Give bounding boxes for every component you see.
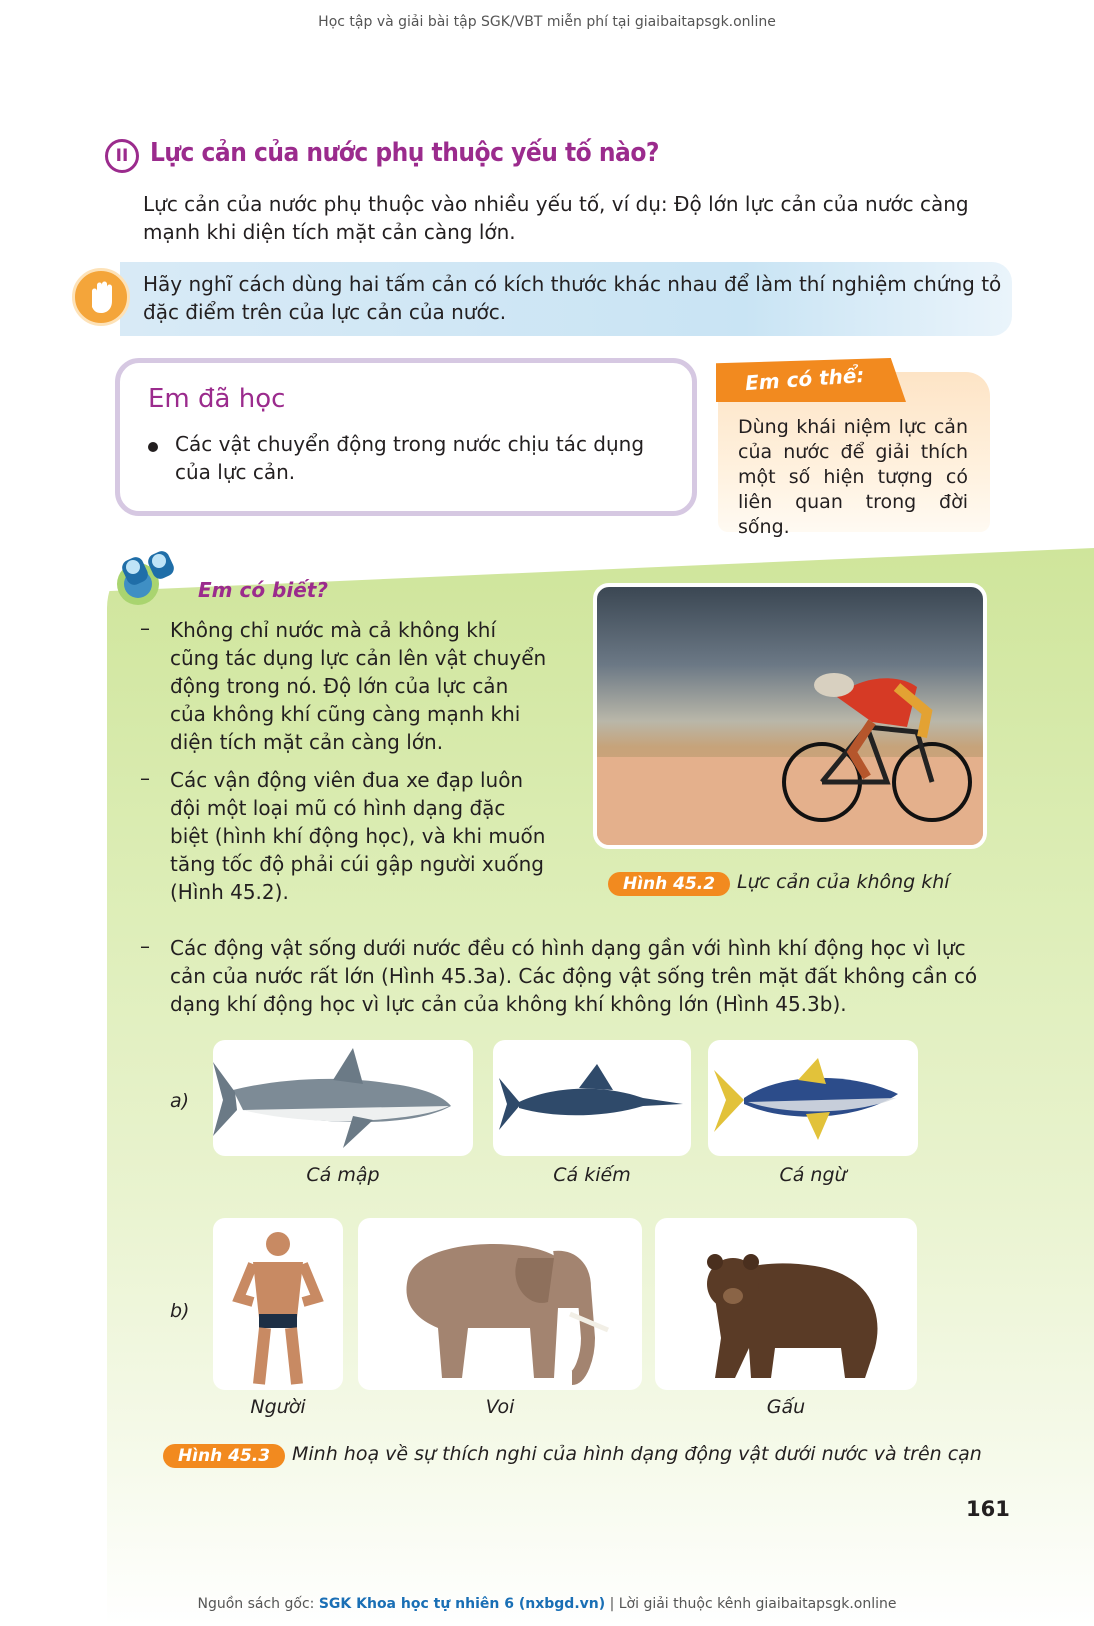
footer-prefix: Nguồn sách gốc:: [197, 1596, 315, 1612]
footer-source-link[interactable]: SGK Khoa học tự nhiên 6 (nxbgd.vn): [318, 1596, 606, 1612]
section-title: Lực cản của nước phụ thuộc yếu tố nào?: [150, 138, 659, 168]
footer-suffix: | Lời giải thuộc kênh giaibaitapsgk.online: [609, 1596, 897, 1612]
learned-title: Em đã học: [148, 384, 286, 414]
caption-human: Người: [250, 1396, 306, 1418]
caption-bear: Gấu: [766, 1396, 806, 1418]
shark-image: [213, 1040, 473, 1156]
figure-453-badge: Hình 45.3: [163, 1444, 285, 1468]
intro-paragraph: Lực cản của nước phụ thuộc vào nhiều yếu tố, ví dụ: Độ lớn lực cản của nước càng mạnh khi diện tích mặt cản càng lớn.: [143, 192, 969, 244]
row-b-label: b): [170, 1300, 190, 1322]
did-you-know-item-1: Không chỉ nước mà cả không khí cũng tác dụng lực cản lên vật chuyển động trong nó. Độ lớn của lực cản của không khí cũng càng mạnh khi diện tích mặt cản càng lớn.: [170, 618, 547, 754]
row-a-label: a): [170, 1090, 190, 1112]
activity-text: Hãy nghĩ cách dùng hai tấm cản có kích thước khác nhau để làm thí nghiệm chứng tỏ đặc điểm trên của lực cản của nước.: [143, 272, 1002, 324]
did-you-know-item-3: Các động vật sống dưới nước đều có hình dạng gần với hình khí động học vì lực cản của nước rất lớn (Hình 45.3a). Các động vật sống trên mặt đất không cần có dạng khí động học vì lực cản của không khí không lớn (Hình 45.3b).: [170, 936, 978, 1016]
top-caption: Học tập và giải bài tập SGK/VBT miễn phí tại giaibaitapsgk.online: [318, 14, 776, 30]
section-badge: II: [105, 139, 139, 173]
figure-452-caption: Lực cản của không khí: [737, 871, 950, 893]
cyclist-photo: [593, 583, 987, 849]
dash-marker: –: [140, 616, 150, 640]
can-do-text: Dùng khái niệm lực cản của nước để giải thích một số hiện tượng có liên quan trong đời sống.: [738, 416, 968, 538]
binoculars-icon: [108, 548, 188, 612]
learned-item: Các vật chuyển động trong nước chịu tác dụng của lực cản.: [175, 432, 645, 484]
caption-tuna: Cá ngừ: [779, 1164, 847, 1186]
caption-swordfish: Cá kiếm: [553, 1164, 631, 1186]
did-you-know-item-2: Các vận động viên đua xe đạp luôn đội một loại mũ có hình dạng đặc biệt (hình khí động học), và khi muốn tăng tốc độ phải cúi gập người xuống (Hình 45.2).: [170, 768, 546, 904]
caption-elephant: Voi: [485, 1396, 515, 1418]
dash-marker: –: [140, 934, 150, 958]
swordfish-image: [493, 1040, 691, 1156]
figure-453-caption: Minh hoạ về sự thích nghi của hình dạng động vật dưới nước và trên cạn: [292, 1443, 982, 1465]
figure-452-badge: Hình 45.2: [608, 872, 730, 896]
dash-marker: –: [140, 766, 150, 790]
human-image: [213, 1218, 343, 1390]
bear-image: [655, 1218, 917, 1390]
tuna-image: [708, 1040, 918, 1156]
footer: [0, 1596, 1094, 1612]
elephant-image: [358, 1218, 642, 1390]
did-you-know-label: Em có biết?: [198, 578, 328, 602]
can-do-label: Em có thể:: [744, 362, 866, 396]
page-number: 161: [966, 1497, 1010, 1521]
hand-icon: [72, 268, 130, 326]
bullet-icon: [148, 442, 158, 452]
caption-shark: Cá mập: [306, 1164, 380, 1186]
